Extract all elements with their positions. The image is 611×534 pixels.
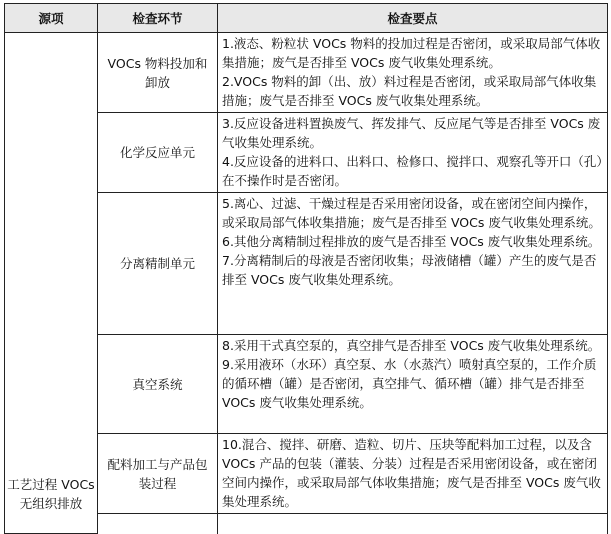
header-row: [5, 4, 608, 33]
header-stage: 检查环节: [98, 4, 218, 33]
points-cell: [218, 434, 608, 514]
stage-cell: 真空系统: [98, 335, 218, 434]
points-cell: [218, 193, 608, 335]
check-point: 1.液态、粉粒状 VOCs 物料的投加过程是否密闭，或采取局部气体收集措施；废气是否排至 VOCs 废气收集处理系统。: [222, 36, 601, 70]
stage-cell-empty: [98, 514, 218, 534]
check-point: 4.反应设备的进料口、出料口、检修口、搅拌口、观察孔等开口（孔）在不操作时是否密闭。: [222, 154, 603, 188]
inspection-table: [4, 3, 608, 534]
stage-cell: 分离精制单元: [98, 193, 218, 335]
check-point: 9.采用液环（水环）真空泵、水（水蒸汽）喷射真空泵的，工作介质的循环槽（罐）是否密闭，真空排气、循环槽（罐）排气是否排至 VOCs 废气收集处理系统。: [222, 357, 597, 410]
stage-cell: 配料加工与产品包装过程: [98, 434, 218, 514]
points-cell: [218, 113, 608, 193]
stage-cell: 化学反应单元: [98, 113, 218, 193]
points-cell-empty: [218, 514, 608, 534]
check-point: 2.VOCs 物料的卸（出、放）料过程是否密闭，或采取局部气体收集措施；废气是否排至 VOCs 废气收集处理系统。: [222, 74, 597, 108]
check-point: 5.离心、过滤、干燥过程是否采用密闭设备，或在密闭空间内操作，或采取局部气体收集措施；废气是否排至 VOCs 废气收集处理系统。: [222, 196, 601, 230]
check-point: 10.混合、搅拌、研磨、造粒、切片、压块等配料加工过程，以及含 VOCs 产品的包装（灌装、分装）过程是否采用密闭设备，或在密闭空间内操作，或采取局部气体收集措施；废气是否排至 VOCs 废气收集处理系统。: [222, 437, 601, 509]
header-points: 检查要点: [218, 4, 608, 33]
check-point: 8.采用干式真空泵的，真空排气是否排至 VOCs 废气收集处理系统。: [222, 338, 601, 353]
header-source: 源项: [5, 4, 98, 33]
points-cell: [218, 33, 608, 113]
check-point: 6.其他分离精制过程排放的废气是否排至 VOCs 废气收集处理系统。: [222, 234, 601, 249]
check-point: 3.反应设备进料置换废气、挥发排气、反应尾气等是否排至 VOCs 废气收集处理系统。: [222, 116, 601, 150]
source-cell: 工艺过程 VOCs 无组织排放: [5, 33, 98, 534]
table-row: [5, 33, 608, 113]
stage-cell: VOCs 物料投加和卸放: [98, 33, 218, 113]
check-point: 7.分离精制后的母液是否密闭收集；母液储槽（罐）产生的废气是否排至 VOCs 废气收集处理系统。: [222, 253, 597, 287]
points-cell: [218, 335, 608, 434]
